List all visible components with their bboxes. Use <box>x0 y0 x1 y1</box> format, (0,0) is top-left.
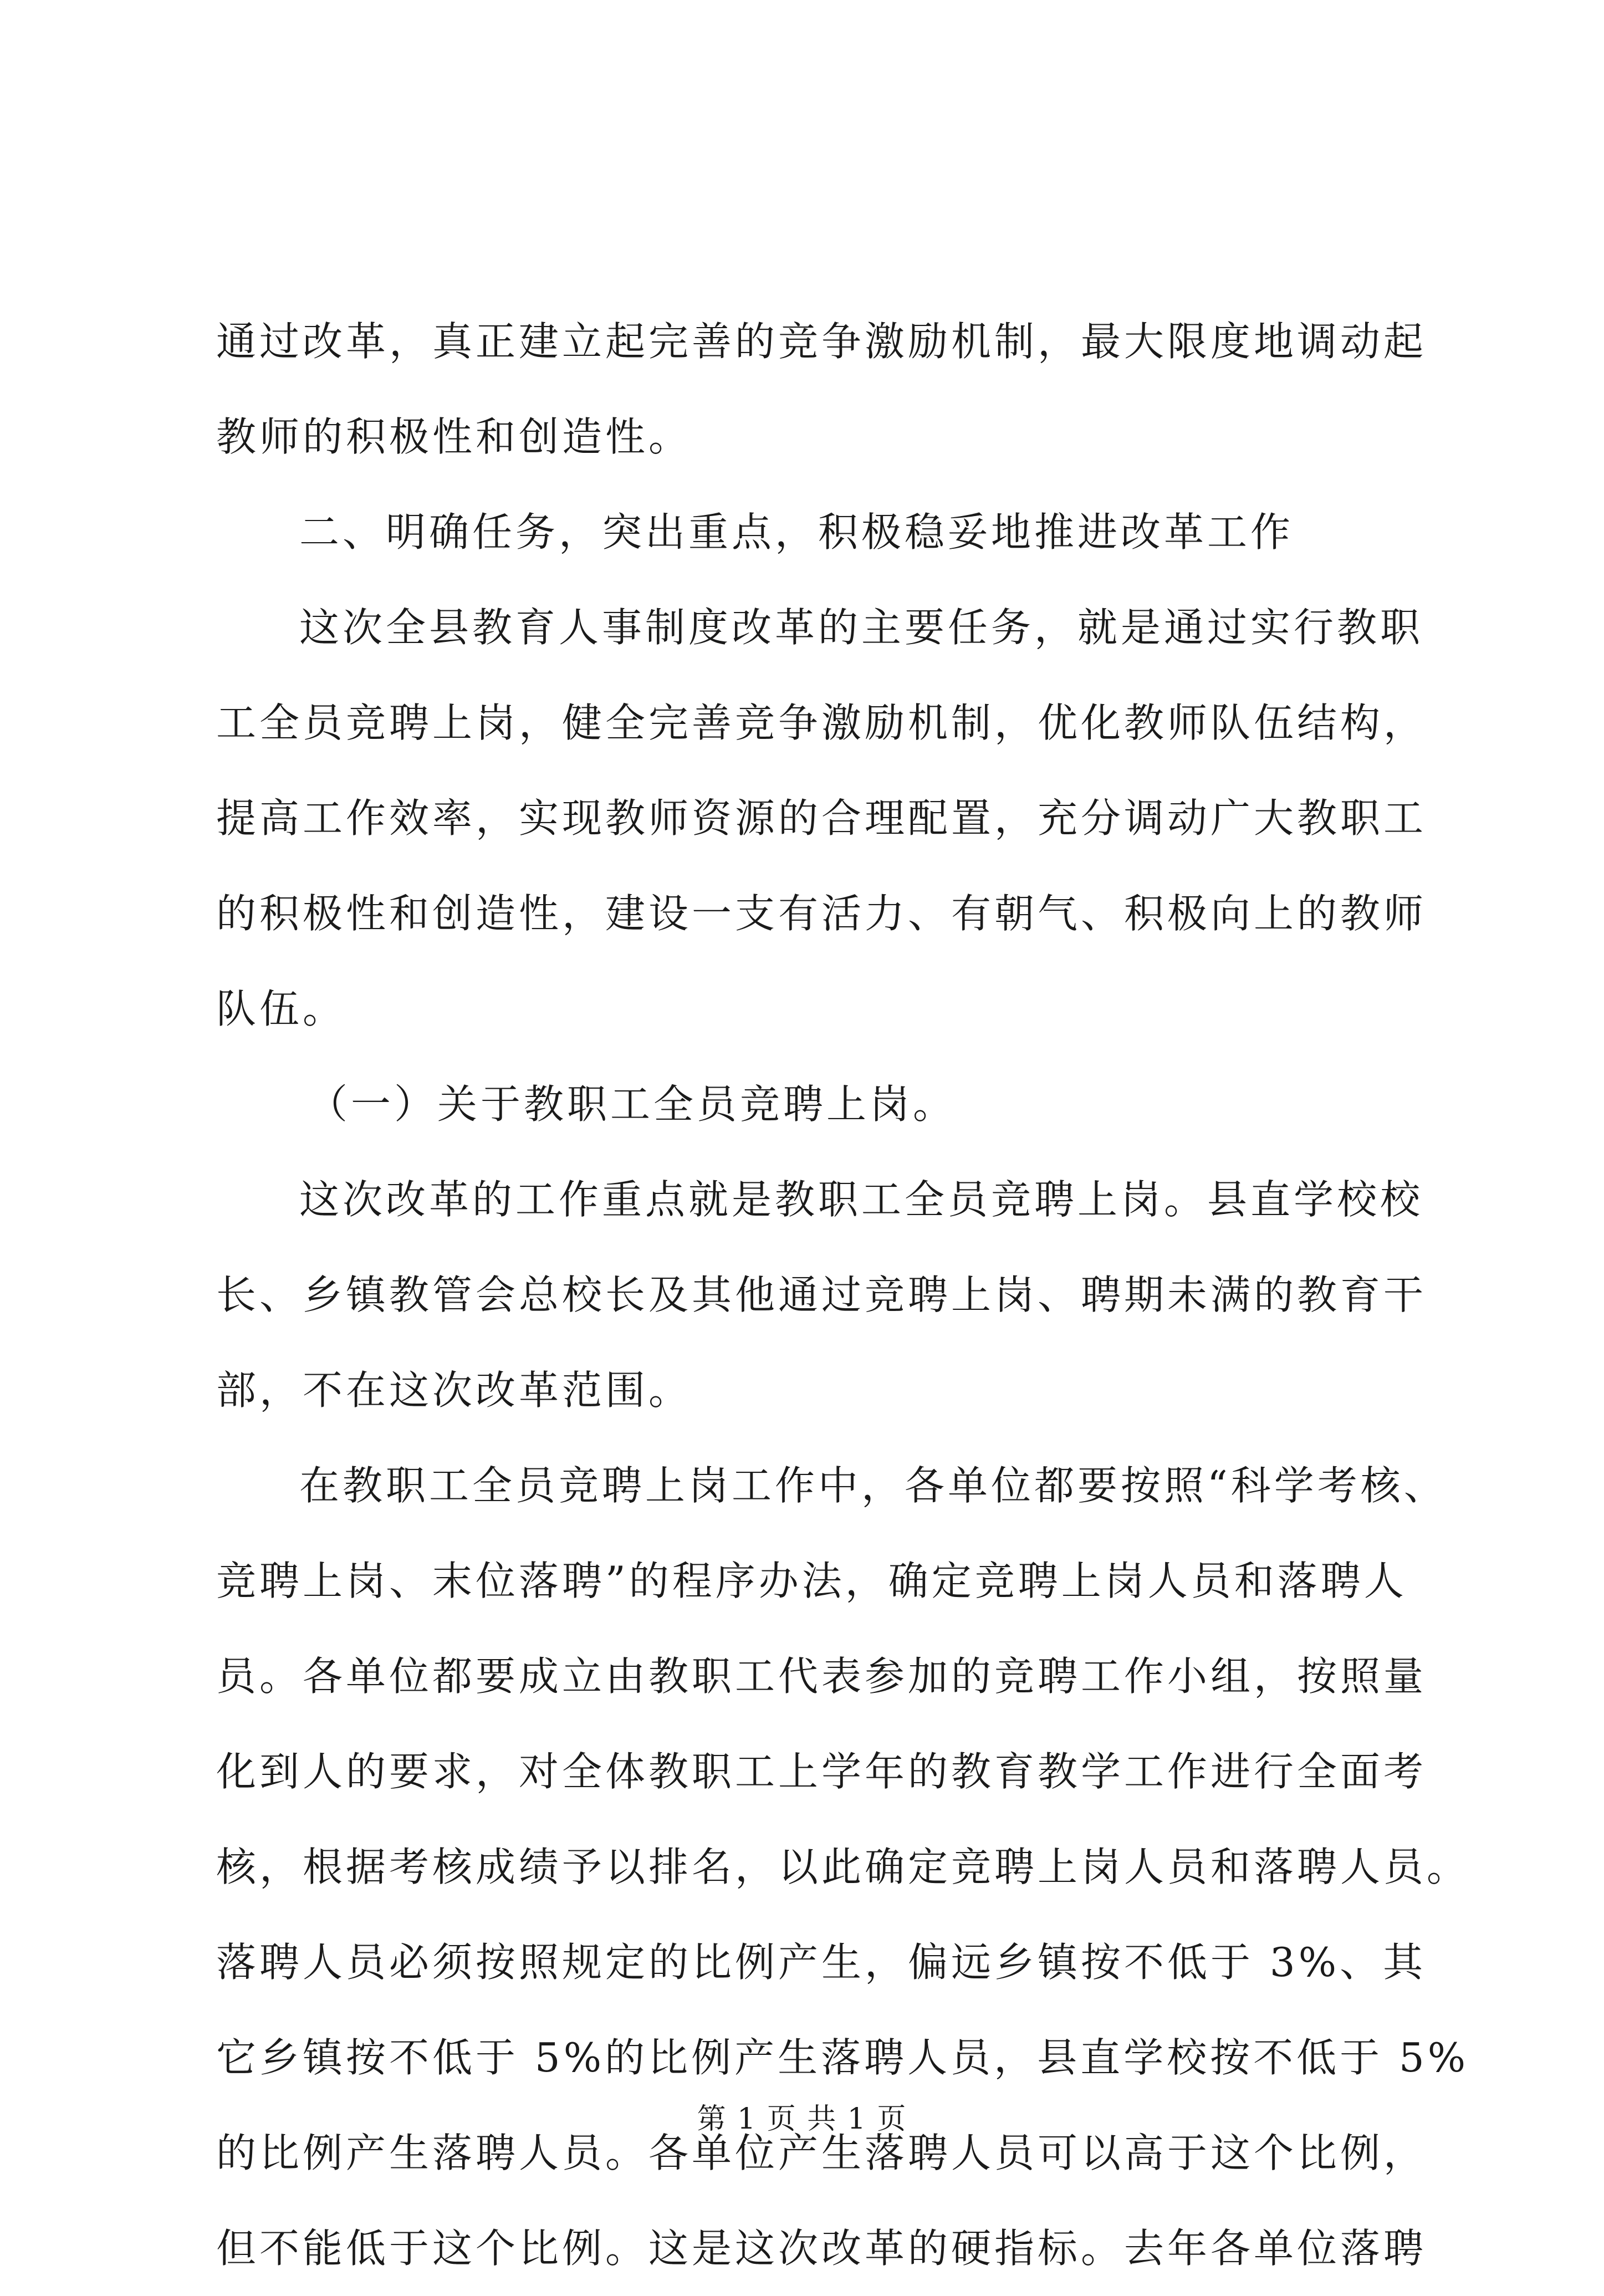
body-line: 通过改革，真正建立起完善的竞争激励机制，最大限度地调动起 <box>216 318 1427 365</box>
body-line: 化到人的要求，对全体教职工上学年的教育教学工作进行全面考 <box>216 1748 1427 1795</box>
body-line: 员。各单位都要成立由教职工代表参加的竞聘工作小组，按照量 <box>216 1653 1427 1700</box>
body-line: 竞聘上岗、末位落聘”的程序办法，确定竞聘上岗人员和落聘人 <box>216 1558 1407 1604</box>
section-heading: 二、明确任务，突出重点，积极稳妥地推进改革工作 <box>299 509 1294 555</box>
page-number-footer: 第 1 页 共 1 页 <box>697 2103 907 2136</box>
body-line: 的比例产生落聘人员。各单位产生落聘人员可以高于这个比例， <box>216 2130 1427 2176</box>
body-line: 提高工作效率，实现教师资源的合理配置，充分调动广大教职工 <box>216 795 1427 841</box>
body-line: 部，不在这次改革范围。 <box>216 1367 692 1414</box>
body-line: 这次改革的工作重点就是教职工全员竞聘上岗。县直学校校 <box>299 1176 1424 1223</box>
body-line: 落聘人员必须按照规定的比例产生，偏远乡镇按不低于 3%、其 <box>216 1939 1427 1986</box>
body-line: 长、乡镇教管会总校长及其他通过竞聘上岗、聘期未满的教育干 <box>216 1272 1427 1318</box>
body-line: 核，根据考核成绩予以排名，以此确定竞聘上岗人员和落聘人员。 <box>216 1844 1470 1890</box>
body-line: 教师的积极性和创造性。 <box>216 414 692 460</box>
body-line: 队伍。 <box>216 986 346 1032</box>
subsection-heading: （一）关于教职工全员竞聘上岗。 <box>308 1081 957 1127</box>
body-line: 这次全县教育人事制度改革的主要任务，就是通过实行教职 <box>299 604 1424 651</box>
body-line: 它乡镇按不低于 5%的比例产生落聘人员，县直学校按不低于 5% <box>216 2034 1469 2081</box>
body-line: 的积极性和创造性，建设一支有活力、有朝气、积极向上的教师 <box>216 890 1427 937</box>
body-line: 但不能低于这个比例。这是这次改革的硬指标。去年各单位落聘 <box>216 2225 1427 2272</box>
document-body <box>216 294 1470 2296</box>
body-line: 工全员竞聘上岗，健全完善竞争激励机制，优化教师队伍结构， <box>216 700 1427 746</box>
body-line: 在教职工全员竞聘上岗工作中，各单位都要按照“科学考核、 <box>299 1462 1447 1509</box>
